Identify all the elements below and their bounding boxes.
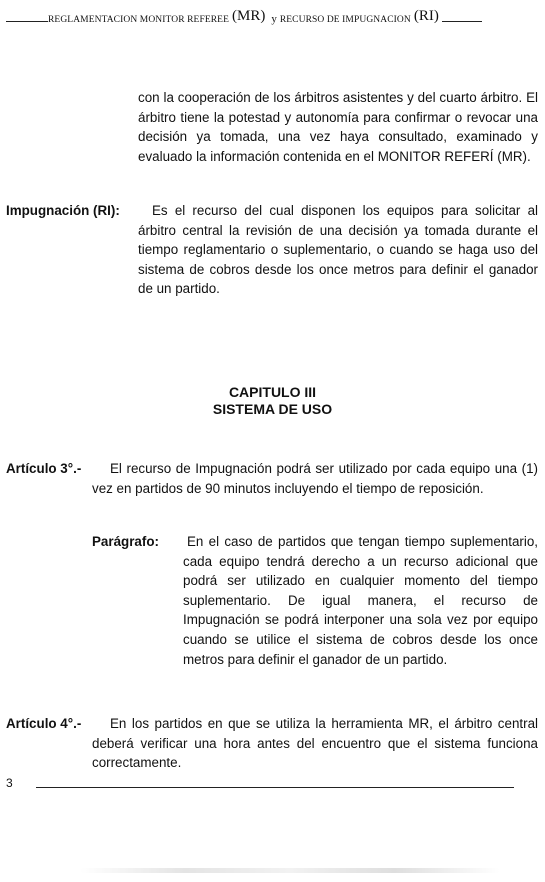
definition-term: Impugnación (RI):: [6, 203, 120, 218]
header-title-part2: RECURSO DE IMPUGNACION: [279, 15, 411, 25]
header-joiner: y: [271, 13, 277, 25]
article4-text: En los partidos en que se utiliza la herramienta MR, el árbitro central deberá verificar una hora antes del encuentro que el sistema funciona correctamente.: [92, 716, 538, 771]
footer-rule: [36, 787, 514, 788]
header-right-rule: [442, 21, 482, 22]
definition-text: Es el recurso del cual disponen los equipos para solicitar al árbitro central la revisión de una decisión ya tomada durante el tiempo reglamentario o suplementario, o cuando se haga uso del sistema de cobros desde los once metros para definir el ganador de un partido.: [138, 203, 538, 297]
article3-label: Artículo 3°.-: [6, 461, 82, 476]
article3-label-wrap: [6, 459, 81, 479]
article4-label: Artículo 4°.-: [6, 716, 82, 731]
article3-text: El recurso de Impugnación podrá ser utilizado por cada equipo una (1) vez en partidos de 90 minutos incluyendo el tiempo de reposición.: [92, 461, 538, 496]
running-header: [6, 8, 538, 25]
paragraph-text: En el caso de partidos que tengan tiempo suplementario, cada equipo tendrá derecho a un recurso adicional que podrá ser utilizado en cualquier momento del tiempo suplementario. De igual manera, el recurso de Impugnación se podrá interponer una sola vez por equipo cuando se utilice el sistema de cobros desde los once metros para definir el ganador de un partido.: [183, 534, 538, 667]
header-abbr-mr: (MR): [231, 8, 266, 24]
intro-paragraph: con la cooperación de los árbitros asistentes y del cuarto árbitro. El árbitro tiene la potestad y autonomía para confirmar o revocar una decisión ya tomada, una vez haya consultado, examinado y evaluado la información contenida en el MONITOR REFERÍ (MR).: [138, 90, 538, 164]
chapter-title: SISTEMA DE USO: [212, 401, 333, 417]
paragraph-label: Parágrafo:: [92, 534, 159, 549]
header-abbr-ri: (RI): [413, 8, 439, 24]
scan-artifact: [80, 868, 500, 873]
page-number: 3: [6, 776, 13, 790]
header-left-rule: [6, 21, 48, 22]
header-title-part1: REGLAMENTACION MONITOR REFEREE: [48, 15, 229, 25]
article4-label-wrap: [6, 714, 81, 734]
chapter-number: CAPITULO III: [228, 384, 317, 400]
